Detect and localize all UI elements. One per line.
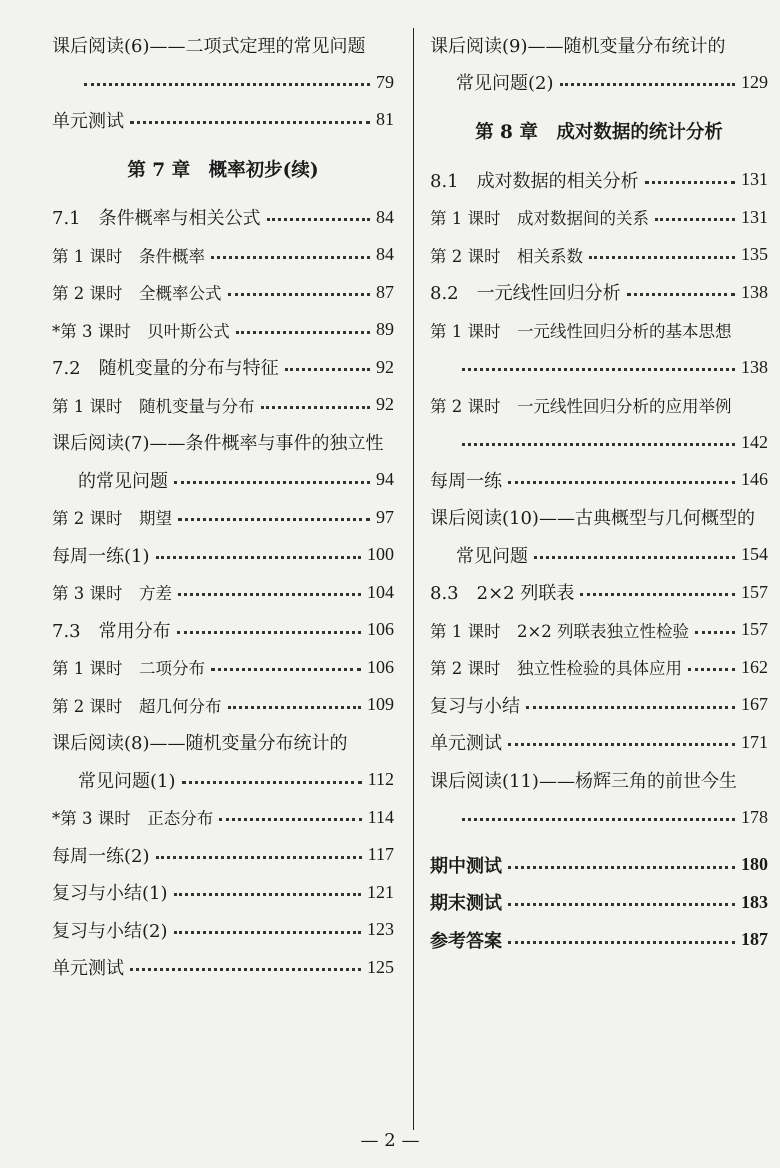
toc-entry[interactable] xyxy=(52,499,394,537)
entry-title: 第 3 课时 方差 xyxy=(52,584,172,604)
toc-entry[interactable] xyxy=(430,761,768,799)
leader-dots xyxy=(462,442,735,446)
toc-entry[interactable] xyxy=(52,799,394,837)
entry-page-number: 135 xyxy=(741,244,768,265)
toc-entry[interactable] xyxy=(430,461,768,499)
entry-title: 单元测试 xyxy=(52,958,124,980)
entry-title: 7.2 随机变量的分布与特征 xyxy=(52,358,279,380)
entry-page-number: 114 xyxy=(367,806,394,827)
entry-title: *第 3 课时 正态分布 xyxy=(52,809,214,829)
entry-page-number: 131 xyxy=(741,206,768,227)
entry-page-number: 79 xyxy=(376,71,394,92)
toc-entry[interactable] xyxy=(430,574,768,612)
leader-dots xyxy=(178,592,361,596)
leader-dots xyxy=(156,555,362,559)
leader-dots xyxy=(508,865,735,869)
entry-title: 8.3 2×2 列联表 xyxy=(430,583,575,605)
leader-dots xyxy=(261,405,371,409)
toc-entry[interactable] xyxy=(52,349,394,387)
toc-entry[interactable] xyxy=(430,64,768,102)
leader-dots xyxy=(508,480,735,484)
entry-page-number: 89 xyxy=(376,319,394,340)
toc-entry[interactable] xyxy=(52,311,394,349)
entry-page-number: 178 xyxy=(741,806,768,827)
leader-dots xyxy=(236,330,370,334)
entry-page-number: 138 xyxy=(741,281,768,302)
entry-page-number: 157 xyxy=(741,581,768,602)
entry-page-number: 138 xyxy=(741,356,768,377)
entry-page-number: 109 xyxy=(367,694,394,715)
toc-entry[interactable] xyxy=(430,499,768,537)
entry-page-number: 97 xyxy=(376,506,394,527)
leader-dots xyxy=(508,902,735,906)
toc-entry[interactable] xyxy=(52,236,394,274)
entry-page-number: 84 xyxy=(376,206,394,227)
entry-title: 课后阅读(11)——杨辉三角的前世今生 xyxy=(430,770,737,792)
entry-title: 常见问题 xyxy=(456,545,528,567)
entry-title: *第 3 课时 贝叶斯公式 xyxy=(52,321,230,341)
leader-dots xyxy=(211,667,361,671)
entry-title: 第 1 课时 随机变量与分布 xyxy=(52,396,255,416)
toc-entry[interactable] xyxy=(430,386,768,424)
entry-page-number: 167 xyxy=(741,694,768,715)
entry-page-number: 157 xyxy=(741,619,768,640)
entry-title: 参考答案 xyxy=(430,930,502,952)
toc-entry[interactable] xyxy=(52,649,394,687)
toc-entry[interactable] xyxy=(52,199,394,237)
leader-dots xyxy=(508,940,735,944)
toc-entry[interactable] xyxy=(430,649,768,687)
leader-dots xyxy=(462,817,735,821)
toc-entry[interactable] xyxy=(52,424,394,462)
entry-page-number: 104 xyxy=(367,581,394,602)
entry-title: 每周一练(1) xyxy=(52,545,150,567)
entry-title: 第 2 课时 超几何分布 xyxy=(52,696,222,716)
entry-page-number: 87 xyxy=(376,281,394,302)
entry-page-number: 171 xyxy=(741,731,768,752)
entry-title: 第 1 课时 一元线性回归分析的基本思想 xyxy=(430,321,732,341)
leader-dots xyxy=(560,82,736,86)
chapter-heading[interactable] xyxy=(52,139,394,199)
entry-page-number: 131 xyxy=(741,169,768,190)
toc-entry[interactable] xyxy=(52,64,394,102)
entry-title: 第 1 课时 二项分布 xyxy=(52,659,205,679)
chapter-heading[interactable] xyxy=(430,101,768,161)
leader-dots xyxy=(508,742,735,746)
toc-entry[interactable] xyxy=(430,536,768,574)
entry-title: 8.1 成对数据的相关分析 xyxy=(430,170,639,192)
entry-page-number: 81 xyxy=(376,109,394,130)
toc-entry[interactable] xyxy=(430,846,768,884)
entry-title: 课后阅读(10)——古典概型与几何概型的 xyxy=(430,508,755,530)
entry-title: 第 2 课时 期望 xyxy=(52,509,172,529)
leader-dots xyxy=(267,217,370,221)
toc-entry[interactable] xyxy=(430,236,768,274)
leader-dots xyxy=(534,555,735,559)
entry-title: 第 1 课时 条件概率 xyxy=(52,246,205,266)
entry-title: 复习与小结(1) xyxy=(52,883,168,905)
entry-title: 8.2 一元线性回归分析 xyxy=(430,283,621,305)
entry-title: 期末测试 xyxy=(430,893,502,915)
entry-page-number: 162 xyxy=(741,656,768,677)
entry-title: 7.1 条件概率与相关公式 xyxy=(52,208,261,230)
toc-entry[interactable] xyxy=(52,724,394,762)
entry-title: 期中测试 xyxy=(430,855,502,877)
entry-title: 复习与小结 xyxy=(430,695,520,717)
toc-right-column xyxy=(430,26,768,959)
toc-entry[interactable] xyxy=(430,724,768,762)
entry-page-number: 142 xyxy=(741,431,768,452)
leader-dots xyxy=(228,705,362,709)
leader-dots xyxy=(695,630,735,634)
entry-title: 第 1 课时 2×2 列联表独立性检验 xyxy=(430,621,690,641)
toc-entry[interactable] xyxy=(52,611,394,649)
entry-page-number: 146 xyxy=(741,469,768,490)
entry-title: 课后阅读(9)——随机变量分布统计的 xyxy=(430,35,726,57)
leader-dots xyxy=(228,292,371,296)
entry-title: 每周一练(2) xyxy=(52,845,150,867)
leader-dots xyxy=(156,855,362,859)
entry-title: 复习与小结(2) xyxy=(52,920,168,942)
entry-title: 第 2 课时 独立性检验的具体应用 xyxy=(430,659,682,679)
entry-title: 7.3 常用分布 xyxy=(52,620,171,642)
leader-dots xyxy=(174,892,362,896)
entry-page-number: 112 xyxy=(367,769,394,790)
entry-page-number: 117 xyxy=(367,844,394,865)
leader-dots xyxy=(177,630,361,634)
toc-entry[interactable] xyxy=(52,761,394,799)
entry-title: 课后阅读(8)——随机变量分布统计的 xyxy=(52,733,348,755)
leader-dots xyxy=(84,82,370,86)
spacer xyxy=(430,836,768,846)
toc-entry[interactable] xyxy=(52,26,394,64)
leader-dots xyxy=(580,592,735,596)
leader-dots xyxy=(589,255,735,259)
entry-page-number: 180 xyxy=(741,854,768,875)
toc-entry[interactable] xyxy=(52,274,394,312)
toc-entry[interactable] xyxy=(430,26,768,64)
toc-entry[interactable] xyxy=(52,949,394,987)
entry-page-number: 94 xyxy=(376,469,394,490)
toc-entry[interactable] xyxy=(52,574,394,612)
toc-entry[interactable] xyxy=(52,686,394,724)
entry-page-number: 84 xyxy=(376,244,394,265)
entry-title: 常见问题(2) xyxy=(456,73,554,95)
toc-entry[interactable] xyxy=(430,686,768,724)
entry-title: 课后阅读(6)——二项式定理的常见问题 xyxy=(52,35,366,57)
entry-page-number: 121 xyxy=(367,881,394,902)
entry-page-number: 154 xyxy=(741,544,768,565)
leader-dots xyxy=(178,517,370,521)
leader-dots xyxy=(219,817,361,821)
toc-entry[interactable] xyxy=(52,911,394,949)
leader-dots xyxy=(174,930,362,934)
column-divider xyxy=(413,28,414,1130)
toc-left-column xyxy=(52,26,394,986)
entry-title: 常见问题(1) xyxy=(78,770,176,792)
page-number: — 2 — xyxy=(360,1130,420,1151)
leader-dots xyxy=(182,780,362,784)
toc-entry[interactable] xyxy=(430,424,768,462)
entry-page-number: 129 xyxy=(741,71,768,92)
toc-entry[interactable] xyxy=(52,101,394,139)
leader-dots xyxy=(174,480,370,484)
toc-entry[interactable] xyxy=(52,874,394,912)
toc-entry[interactable] xyxy=(52,536,394,574)
entry-page-number: 106 xyxy=(367,619,394,640)
entry-title: 课后阅读(7)——条件概率与事件的独立性 xyxy=(52,433,384,455)
toc-entry[interactable] xyxy=(430,611,768,649)
toc-entry[interactable] xyxy=(430,884,768,922)
toc-entry[interactable] xyxy=(430,161,768,199)
toc-entry[interactable] xyxy=(430,799,768,837)
entry-page-number: 106 xyxy=(367,656,394,677)
toc-entry[interactable] xyxy=(430,199,768,237)
entry-title: 第 2 课时 全概率公式 xyxy=(52,284,222,304)
leader-dots xyxy=(526,705,735,709)
entry-page-number: 187 xyxy=(741,929,768,950)
leader-dots xyxy=(688,667,735,671)
entry-page-number: 100 xyxy=(367,544,394,565)
toc-entry[interactable] xyxy=(430,274,768,312)
leader-dots xyxy=(655,217,735,221)
toc-entry[interactable] xyxy=(430,921,768,959)
toc-entry[interactable] xyxy=(52,386,394,424)
entry-title: 的常见问题 xyxy=(78,470,168,492)
entry-title: 单元测试 xyxy=(430,733,502,755)
entry-page-number: 123 xyxy=(367,919,394,940)
entry-title: 第 1 课时 成对数据间的关系 xyxy=(430,209,649,229)
leader-dots xyxy=(130,967,361,971)
toc-entry[interactable] xyxy=(430,311,768,349)
entry-title: 第 7 章 概率初步(续) xyxy=(127,159,319,181)
entry-title: 每周一练 xyxy=(430,470,502,492)
entry-page-number: 183 xyxy=(741,891,768,912)
entry-page-number: 92 xyxy=(376,394,394,415)
leader-dots xyxy=(627,292,735,296)
leader-dots xyxy=(645,180,735,184)
leader-dots xyxy=(285,367,370,371)
leader-dots xyxy=(462,367,735,371)
entry-page-number: 125 xyxy=(367,956,394,977)
toc-entry[interactable] xyxy=(52,836,394,874)
entry-page-number: 92 xyxy=(376,356,394,377)
toc-entry[interactable] xyxy=(430,349,768,387)
entry-title: 第 2 课时 一元线性回归分析的应用举例 xyxy=(430,396,732,416)
entry-title: 第 8 章 成对数据的统计分析 xyxy=(475,122,723,143)
leader-dots xyxy=(211,255,370,259)
toc-entry[interactable] xyxy=(52,461,394,499)
entry-title: 第 2 课时 相关系数 xyxy=(430,246,583,266)
entry-title: 单元测试 xyxy=(52,110,124,132)
leader-dots xyxy=(130,120,370,124)
